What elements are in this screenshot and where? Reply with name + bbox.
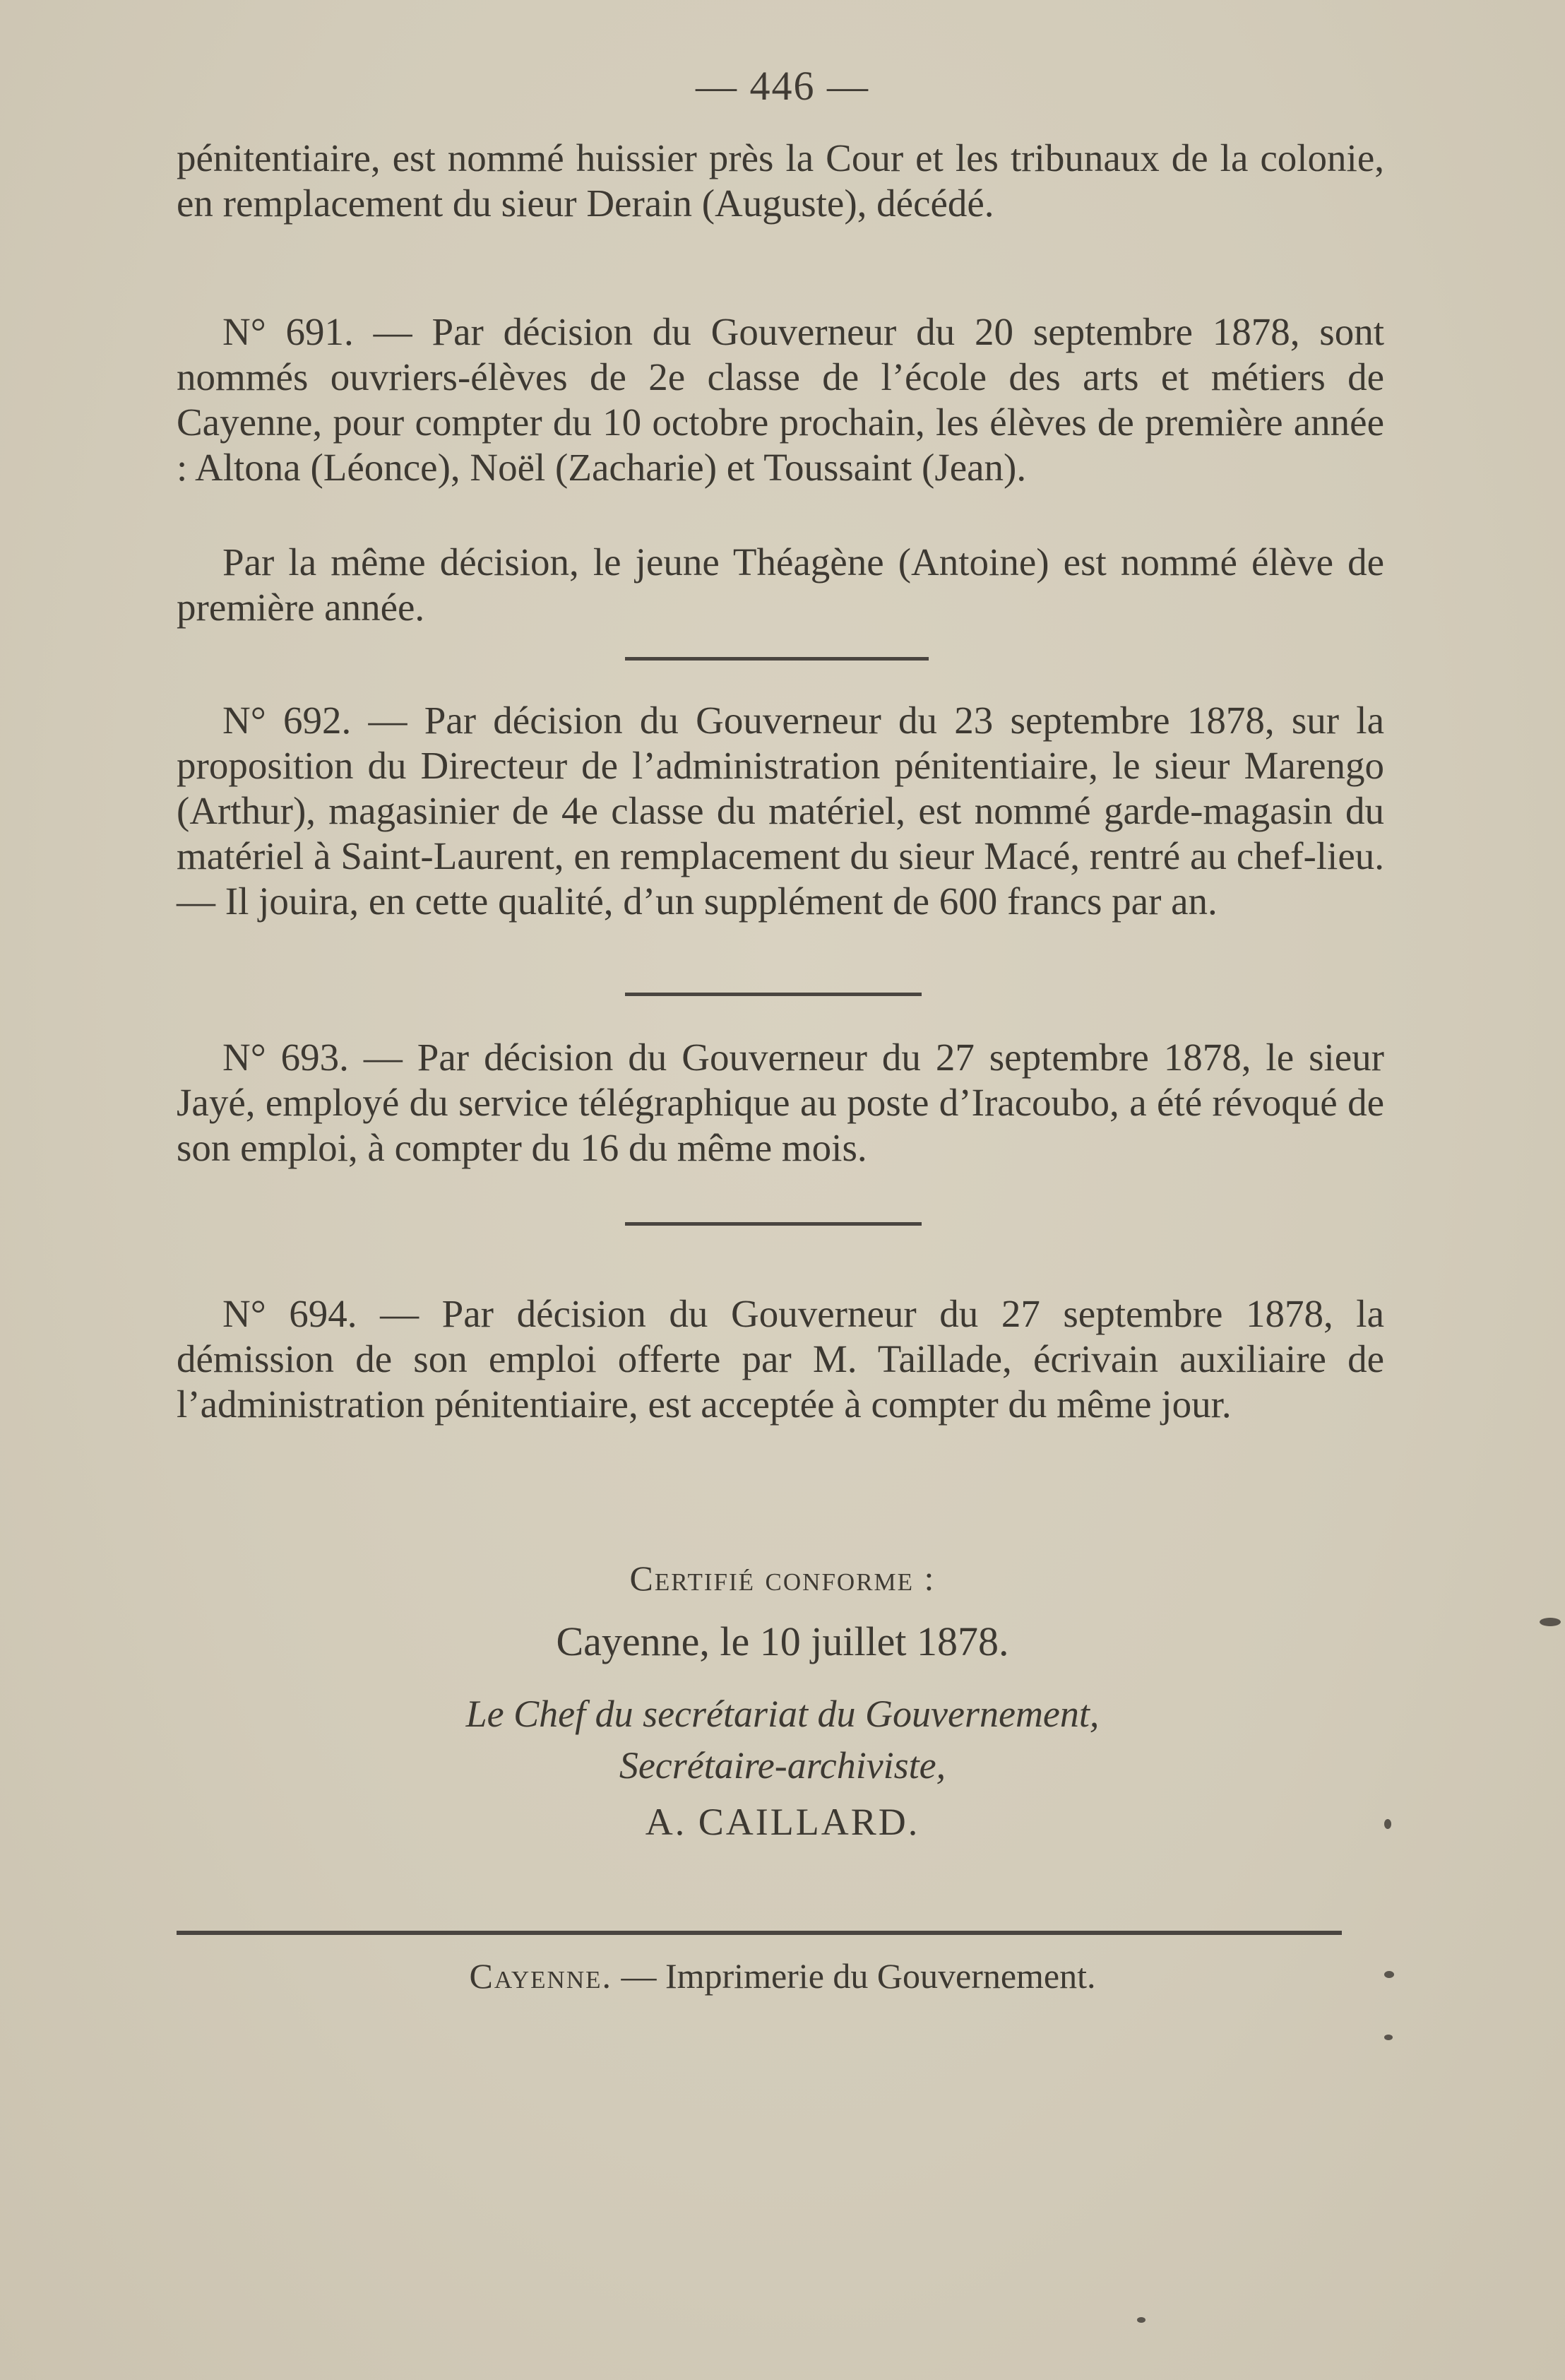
imprint-city: Cayenne. <box>469 1956 612 1996</box>
section-divider <box>625 1222 922 1226</box>
paragraph-693: N° 693. — Par décision du Gouverneur du 27 septembre 1878, le sieur Jayé, employé du service télégraphique au poste d’Iracoubo, a été révoqué de son emploi, à compter du 16 du même mois. <box>177 1036 1384 1169</box>
paper-blemish <box>1384 1971 1394 1978</box>
imprint-footer <box>0 1955 1565 1996</box>
paragraph-694: N° 694. — Par décision du Gouverneur du 27 septembre 1878, la démission de son emploi offerte par M. Taillade, écrivain auxiliaire de l’administration pénitentiaire, est acceptée à compter du même jour. <box>177 1292 1384 1426</box>
paper-blemish <box>1384 2035 1393 2040</box>
paragraph-691-addendum: Par la même décision, le jeune Théagène (Antoine) est nommé élève de première année. <box>177 540 1384 629</box>
paper-blemish <box>1540 1618 1561 1626</box>
certification-signatory: A. CAILLARD. <box>645 1801 920 1843</box>
imprint-printer: — Imprimerie du Gouvernement. <box>612 1956 1096 1996</box>
section-divider <box>625 657 929 661</box>
section-divider <box>625 993 922 996</box>
paragraph-continuation: pénitentiaire, est nommé huissier près la Cour et les tribunaux de la colonie, en remplacement du sieur Derain (Auguste), décédé. <box>177 136 1384 225</box>
paragraph-691: N° 691. — Par décision du Gouverneur du 20 septembre 1878, sont nommés ouvriers-élèves de 2e classe de l’école des arts et métiers de Cayenne, pour compter du 10 octobre prochain, les élèves de première année : Altona (Léonce), Noël (Zacharie) et Toussaint (Jean). <box>177 310 1384 489</box>
certification-role-line2: Secrétaire-archiviste, <box>619 1744 946 1787</box>
page-number: — 446 — <box>696 63 869 109</box>
paragraph-692: N° 692. — Par décision du Gouverneur du 23 septembre 1878, sur la proposition du Directeur de l’administration pénitentiaire, le sieur Marengo (Arthur), magasinier de 4e classe du matériel, est nommé garde-magasin du matériel à Saint-Laurent, en remplacement du sieur Macé, rentré au chef-lieu. — Il jouira, en cette qualité, d’un supplément de 600 francs par an. <box>177 699 1384 923</box>
paper-blemish <box>1384 1819 1391 1829</box>
certification-role-line1: Le Chef du secrétariat du Gouvernement, <box>465 1693 1100 1735</box>
certification-place-date: Cayenne, le 10 juillet 1878. <box>556 1618 1009 1664</box>
footer-rule <box>177 1931 1342 1935</box>
paper-blemish <box>1137 2317 1146 2323</box>
certification-title: Certifié conforme : <box>629 1558 936 1598</box>
